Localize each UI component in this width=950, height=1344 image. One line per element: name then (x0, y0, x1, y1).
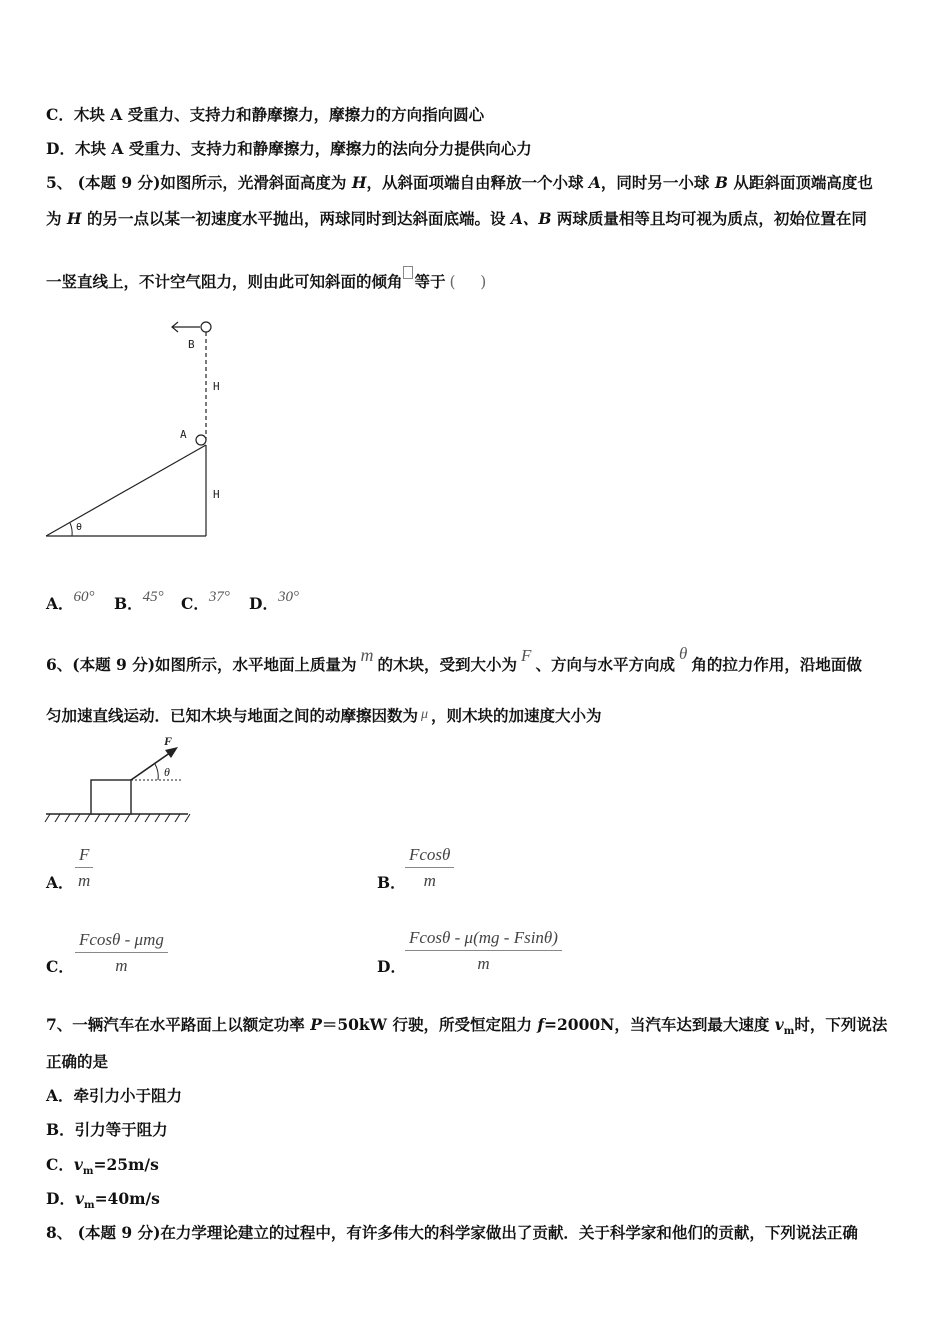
q6-option-b-letter: B． (377, 873, 406, 892)
label-theta: θ (164, 765, 170, 779)
q5-option-c: C．37° (181, 589, 230, 613)
incline-hypotenuse (46, 445, 206, 536)
q4-option-c: C．木块 A 受重力、支持力和静摩擦力，摩擦力的方向指向圆心 (46, 105, 485, 124)
q7-option-c: C．$v_m=25m/s$ (46, 1155, 159, 1178)
missing-symbol-icon (403, 266, 413, 279)
var-m: m (360, 645, 374, 665)
q7-option-a: A．牵引力小于阻力 (46, 1086, 183, 1105)
q6-option-b-fraction: $\frac{Fcos\theta}{m}$ (405, 845, 454, 891)
var-theta: θ (678, 644, 688, 663)
q4-option-d: D．木块 A 受重力、支持力和静摩擦力，摩擦力的法向分力提供向心力 (46, 139, 532, 158)
q6-text-line-2: 匀加速直线运动．已知木块与地面之间的动摩擦因数为 μ ，则木块的加速度大小为 (46, 706, 602, 725)
wooden-block (91, 780, 131, 814)
var-H: H (66, 209, 82, 228)
q7-text-line-2: 正确的是 (46, 1052, 109, 1071)
q7-option-b: B．引力等于阻力 (46, 1120, 168, 1139)
var-AB: A、B (510, 209, 552, 228)
var-A: A (588, 173, 601, 192)
q5-text-line-1: 5、 (本题 9 分)如图所示，光滑斜面高度为 H，从斜面项端自由释放一个小球 A，同时另一小球 B 从距斜面顶端高度也 (46, 173, 873, 192)
q5-text-line-3: 一竖直线上，不计空气阻力，则由此可知斜面的倾角 等于 ( ) (46, 270, 486, 292)
q6-text-line-1: 6、(本题 9 分)如图所示，水平地面上质量为 m 的木块，受到大小为 F 、方向与水平方向成θ角的拉力作用，沿地面做 (46, 644, 862, 674)
q7-option-d: D．$v_m=40m/s$ (46, 1189, 160, 1212)
q8-text-line-1: 8、 (本题 9 分)在力学理论建立的过程中，有许多伟大的科学家做出了贡献．关于科学家和他们的贡献，下列说法正确 (46, 1223, 858, 1242)
label-a: A (180, 428, 187, 441)
label-b: B (188, 338, 195, 351)
blank-parentheses: ( ) (449, 273, 487, 291)
q5-option-a: A．60° (46, 589, 95, 613)
var-H: H (351, 173, 367, 192)
q6-option-a-fraction: $\frac{F}{m}$ (75, 845, 93, 891)
label-h-upper: H (213, 380, 220, 393)
q5-option-b: B．45° (114, 589, 164, 613)
ground-hatching (45, 814, 190, 822)
q6-option-c-letter: C． (46, 957, 74, 976)
label-f: F (164, 734, 173, 748)
q6-option-c-fraction: Fcosθ - μmg m (75, 930, 168, 976)
q6-option-d-fraction: $\frac{Fcos\theta - \mu(mg - Fsin\theta)}{m}$ (405, 928, 562, 974)
arrow-head-icon (165, 747, 178, 758)
q6-option-d-letter: D． (377, 957, 406, 976)
label-theta: θ (76, 522, 83, 533)
q6-option-a-letter: A． (46, 873, 74, 892)
label-h-lower: H (213, 488, 220, 501)
angle-arc (70, 523, 72, 536)
q5-text-line-2: 为 H 的另一点以某一初速度水平抛出，两球同时到达斜面底端。设 A、B 两球质量相等且均可视为质点，初始位置在同 (46, 209, 867, 228)
ball-b (201, 322, 211, 332)
q5-option-d: D．30° (249, 589, 299, 613)
var-mu: μ (421, 707, 429, 722)
q7-text-line-1: 7、一辆汽车在水平路面上以额定功率 P＝50kW 行驶，所受恒定阻力 f=2000N，当汽车达到最大速度 $v_m$时，下列说法 (46, 1015, 888, 1038)
q5-incline-figure (40, 310, 240, 550)
angle-arc (155, 764, 158, 780)
ball-a (196, 435, 206, 445)
var-B: B (714, 173, 728, 192)
var-f: F (521, 646, 532, 665)
q6-block-figure (44, 732, 194, 828)
